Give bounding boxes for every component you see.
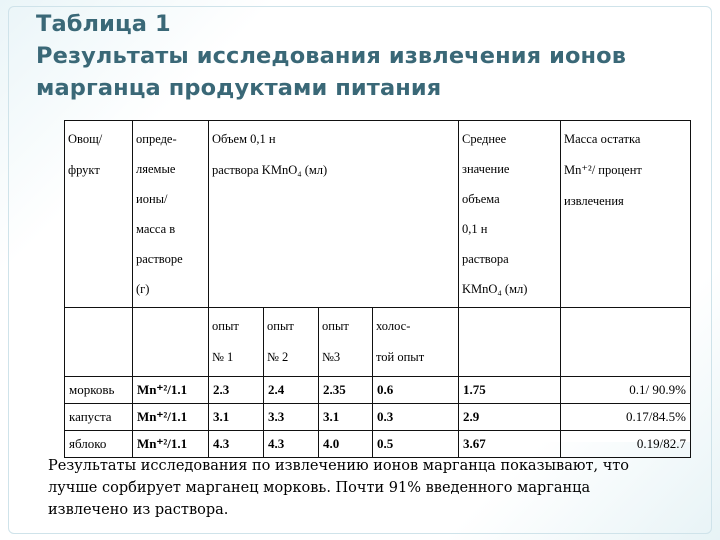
cell-blank: 0.5: [373, 431, 459, 458]
cell-residue: 0.19/82.7: [561, 431, 691, 458]
header-text: KMnO₄ (мл): [462, 282, 528, 296]
header-text: раствора KMnO₄ (мл): [212, 163, 328, 177]
cell-average: 3.67: [459, 431, 561, 458]
cell-experiment-2: 3.3: [264, 404, 319, 431]
cell-average: 2.9: [459, 404, 561, 431]
summary-text: [48, 455, 708, 521]
cell-average: 1.75: [459, 377, 561, 404]
header-text: 0,1 н: [462, 222, 488, 236]
subheader-experiment-1: [209, 308, 264, 377]
table-header-row: [65, 121, 691, 308]
header-text: растворе: [136, 252, 183, 266]
header-text: ляемые: [136, 162, 176, 176]
subheader-text: холос-: [376, 319, 411, 333]
cell-ion: Mn⁺²/1.1: [133, 377, 209, 404]
cell-product: капуста: [65, 404, 133, 431]
header-text: Mn⁺²/ процент: [564, 163, 642, 177]
empty-cell: [561, 308, 691, 377]
cell-experiment-1: 4.3: [209, 431, 264, 458]
cell-experiment-1: 3.1: [209, 404, 264, 431]
subheader-text: опыт: [322, 319, 349, 333]
cell-experiment-2: 4.3: [264, 431, 319, 458]
cell-residue: 0.1/ 90.9%: [561, 377, 691, 404]
empty-cell: [65, 308, 133, 377]
header-ions: [133, 121, 209, 308]
header-text: Масса остатка: [564, 132, 641, 146]
subheader-text: опыт: [212, 319, 239, 333]
cell-product: морковь: [65, 377, 133, 404]
table-subheader-row: [65, 308, 691, 377]
results-table: [64, 120, 691, 458]
subheader-text: той опыт: [376, 350, 425, 364]
cell-ion: Mn⁺²/1.1: [133, 431, 209, 458]
header-text: объема: [462, 192, 500, 206]
subheader-text: №3: [322, 350, 341, 364]
subheader-text: № 2: [267, 350, 289, 364]
table-row: [65, 404, 691, 431]
slide-title: [36, 8, 626, 104]
subheader-text: № 1: [212, 350, 234, 364]
cell-residue: 0.17/84.5%: [561, 404, 691, 431]
header-text: раствора: [462, 252, 509, 266]
header-text: фрукт: [68, 163, 100, 177]
cell-experiment-3: 3.1: [319, 404, 373, 431]
empty-cell: [133, 308, 209, 377]
cell-experiment-2: 2.4: [264, 377, 319, 404]
header-product: [65, 121, 133, 308]
header-text: ионы/: [136, 192, 168, 206]
subheader-text: опыт: [267, 319, 294, 333]
header-text: значение: [462, 162, 510, 176]
cell-experiment-3: 2.35: [319, 377, 373, 404]
header-text: опреде-: [136, 132, 177, 146]
header-text: Овощ/: [68, 132, 103, 146]
title-line: Таблица 1: [36, 11, 171, 37]
results-table-container: [64, 120, 690, 451]
cell-experiment-3: 4.0: [319, 431, 373, 458]
cell-product: яблоко: [65, 431, 133, 458]
title-line: марганца продуктами питания: [36, 75, 442, 101]
summary-line: извлечено из раствора.: [48, 502, 229, 518]
summary-line: Результаты исследования по извлечению ионов марганца показывают, что: [48, 458, 630, 474]
empty-cell: [459, 308, 561, 377]
table-row: [65, 431, 691, 458]
cell-blank: 0.3: [373, 404, 459, 431]
subheader-blank-experiment: [373, 308, 459, 377]
header-text: Среднее: [462, 132, 507, 146]
subheader-experiment-3: [319, 308, 373, 377]
subheader-experiment-2: [264, 308, 319, 377]
header-volume: [209, 121, 459, 308]
header-text: (г): [136, 282, 150, 296]
header-text: извлечения: [564, 194, 624, 208]
header-average: [459, 121, 561, 308]
summary-line: лучше сорбирует марганец морковь. Почти 91% введенного марганца: [48, 480, 591, 496]
title-line: Результаты исследования извлечения ионов: [36, 43, 627, 69]
header-text: масса в: [136, 222, 176, 236]
header-text: Объем 0,1 н: [212, 132, 276, 146]
cell-experiment-1: 2.3: [209, 377, 264, 404]
cell-ion: Mn⁺²/1.1: [133, 404, 209, 431]
header-residue: [561, 121, 691, 308]
cell-blank: 0.6: [373, 377, 459, 404]
table-row: [65, 377, 691, 404]
